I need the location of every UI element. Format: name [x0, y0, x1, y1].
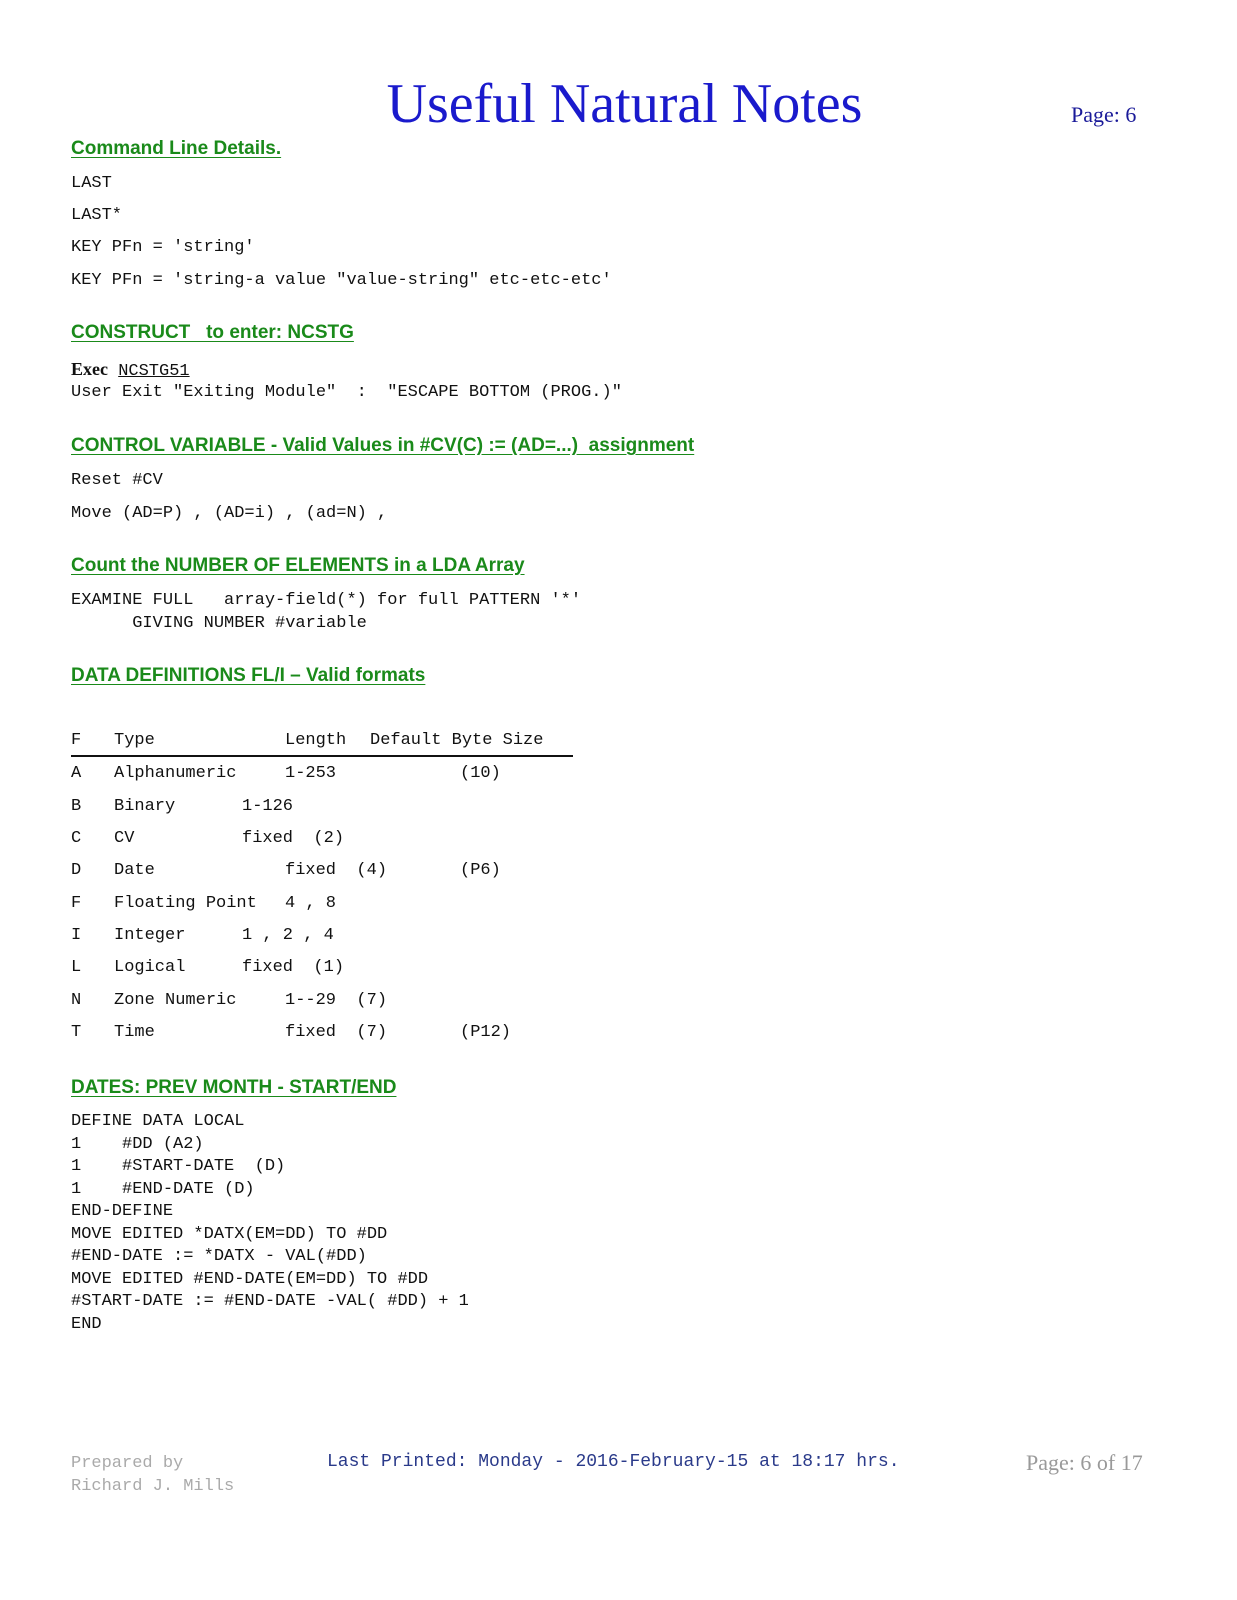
- cell-type: Binary: [114, 797, 176, 816]
- code-line: #END-DATE := *DATX - VAL(#DD): [71, 1247, 367, 1266]
- heading-count-elements: Count the NUMBER OF ELEMENTS in a LDA Array: [71, 555, 525, 576]
- cell-type: CV: [114, 829, 135, 848]
- heading-command-line: Command Line Details.: [71, 138, 282, 159]
- code-line: Reset #CV: [71, 471, 163, 490]
- footer-page-of: Page: 6 of 17: [1026, 1450, 1143, 1475]
- cell-type: Floating Point: [114, 894, 257, 913]
- exec-label: Exec: [71, 359, 108, 379]
- footer-prepared-by: [71, 1452, 234, 1498]
- cell-default: (P6): [460, 861, 501, 880]
- cell-length: 1-126: [242, 797, 294, 816]
- cell-type: Integer: [114, 926, 186, 945]
- footer-last-printed: Last Printed: Monday - 2016-February-15 at 18:17 hrs.: [327, 1452, 900, 1472]
- column-header-f: F: [71, 731, 82, 750]
- exec-line: [71, 358, 190, 383]
- code-line: 1 #START-DATE (D): [71, 1157, 286, 1176]
- cell-format: L: [71, 958, 82, 977]
- table-header: [71, 731, 573, 757]
- code-line: LAST*: [71, 206, 123, 225]
- cell-format: T: [71, 1023, 82, 1042]
- cell-length: fixed (4): [285, 861, 388, 880]
- cell-default: (P12): [460, 1023, 512, 1042]
- code-line: MOVE EDITED #END-DATE(EM=DD) TO #DD: [71, 1270, 429, 1289]
- code-line: LAST: [71, 174, 112, 193]
- cell-format: F: [71, 894, 82, 913]
- code-line: Move (AD=P) , (AD=i) , (ad=N) ,: [71, 504, 388, 523]
- code-line: END: [71, 1315, 102, 1334]
- cell-default: (10): [460, 764, 501, 783]
- code-line: GIVING NUMBER #variable: [71, 614, 367, 633]
- cell-length: 1 , 2 , 4: [242, 926, 334, 945]
- column-header-type: Type: [114, 731, 155, 750]
- code-line: EXAMINE FULL array-field(*) for full PATTERN '*': [71, 591, 582, 610]
- cell-format: N: [71, 991, 82, 1010]
- cell-format: C: [71, 829, 82, 848]
- cell-length: 1--29 (7): [285, 991, 388, 1010]
- heading-construct: CONSTRUCT to enter: NCSTG: [71, 322, 354, 343]
- cell-type: Zone Numeric: [114, 991, 237, 1010]
- cell-type: Logical: [114, 958, 186, 977]
- cell-length: fixed (2): [242, 829, 345, 848]
- cell-format: A: [71, 764, 82, 783]
- exec-module: NCSTG51: [118, 362, 190, 381]
- heading-control-variable: CONTROL VARIABLE - Valid Values in #CV(C) := (AD=...) assignment: [71, 435, 695, 456]
- heading-data-definitions: DATA DEFINITIONS FL/I – Valid formats: [71, 665, 426, 686]
- heading-dates: DATES: PREV MONTH - START/END: [71, 1077, 397, 1098]
- column-header-length: Length: [285, 731, 347, 750]
- code-line: END-DEFINE: [71, 1202, 174, 1221]
- code-line: MOVE EDITED *DATX(EM=DD) TO #DD: [71, 1225, 388, 1244]
- cell-length: fixed (1): [242, 958, 345, 977]
- author-name: Richard J. Mills: [71, 1477, 235, 1496]
- prepared-by-label: Prepared by: [71, 1454, 184, 1473]
- column-header-default: Default Byte Size: [370, 731, 544, 750]
- cell-length: 4 , 8: [285, 894, 337, 913]
- user-exit-line: User Exit "Exiting Module" : "ESCAPE BOTTOM (PROG.)": [71, 383, 622, 402]
- code-line: KEY PFn = 'string': [71, 238, 255, 257]
- cell-type: Time: [114, 1023, 155, 1042]
- cell-format: B: [71, 797, 82, 816]
- document-title: Useful Natural Notes: [386, 73, 863, 135]
- code-line: 1 #END-DATE (D): [71, 1180, 255, 1199]
- code-line: #START-DATE := #END-DATE -VAL( #DD) + 1: [71, 1292, 469, 1311]
- page-number: Page: 6: [1071, 102, 1137, 127]
- cell-type: Alphanumeric: [114, 764, 237, 783]
- cell-length: fixed (7): [285, 1023, 388, 1042]
- code-line: DEFINE DATA LOCAL: [71, 1112, 245, 1131]
- cell-format: I: [71, 926, 82, 945]
- code-line: KEY PFn = 'string-a value "value-string" etc-etc-etc': [71, 271, 612, 290]
- cell-format: D: [71, 861, 82, 880]
- code-line: 1 #DD (A2): [71, 1135, 204, 1154]
- cell-type: Date: [114, 861, 155, 880]
- cell-length: 1-253: [285, 764, 337, 783]
